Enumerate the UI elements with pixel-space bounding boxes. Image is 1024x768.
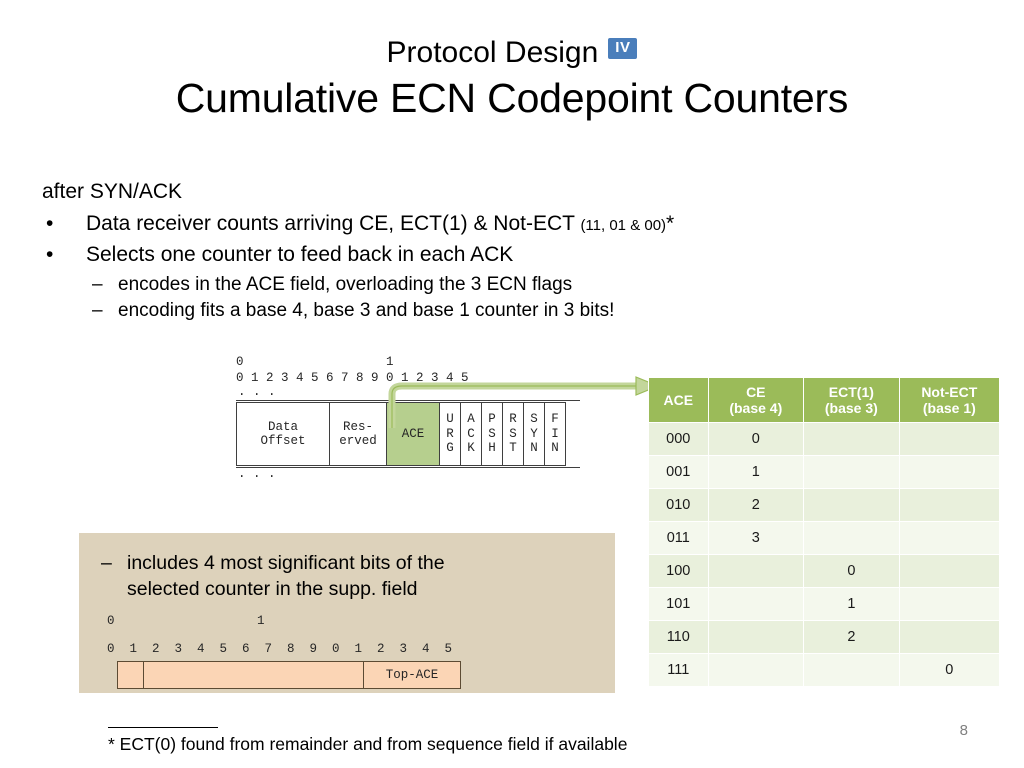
table-row: [649, 588, 1000, 621]
flag-letter: C: [467, 426, 475, 441]
cell-ect1: [804, 522, 900, 555]
flag-letter: F: [551, 412, 559, 427]
bit-scale-row-2: 0 1 2 3 4 5 6 7 8 9 0 1 2 3 4 5: [236, 370, 469, 385]
cell-ace-code: 010: [649, 489, 709, 522]
bullet-text: [86, 212, 922, 236]
flag-rst: [503, 403, 524, 466]
cell-ace-code: 101: [649, 588, 709, 621]
flag-letter: N: [530, 441, 538, 456]
cell-ce: 2: [708, 489, 804, 522]
sub-list-item: [42, 300, 922, 322]
cell-ce: 0: [708, 423, 804, 456]
flag-letter: A: [467, 412, 475, 427]
cell-notect: 0: [899, 654, 999, 687]
page-title: Cumulative ECN Codepoint Counters: [175, 75, 849, 121]
table-row: [649, 555, 1000, 588]
header-line2: (base 1): [922, 400, 976, 417]
cell-ect1: 1: [804, 588, 900, 621]
cell-ce: [708, 621, 804, 654]
flag-letter: S: [509, 426, 517, 441]
flag-fin: [545, 403, 566, 466]
flag-letter: S: [488, 426, 496, 441]
flag-letter: R: [446, 426, 454, 441]
cell-ect1: [804, 654, 900, 687]
sub-bullet-text: encodes in the ACE field, overloading the 3 ECN flags: [118, 274, 573, 295]
supp-field-segment-middle: [144, 662, 363, 688]
header-line1: ACE: [663, 392, 694, 409]
bullet-suffix: *: [666, 212, 675, 235]
diagram-rule-top: [236, 400, 580, 401]
slide-header: [0, 0, 1024, 122]
table-row: [649, 456, 1000, 489]
bullet-marker: •: [46, 212, 54, 235]
header-line2: (base 4): [729, 400, 783, 417]
cell-ect1: [804, 489, 900, 522]
flag-psh: [482, 403, 503, 466]
list-item: [42, 212, 922, 236]
table-header-row: [649, 378, 1000, 423]
field-data-offset: [237, 403, 330, 466]
flag-letter: S: [530, 412, 538, 427]
cell-ce: [708, 555, 804, 588]
header-line1: Not-ECT: [921, 384, 978, 400]
column-header-ace: [649, 378, 709, 423]
page-number: 8: [959, 722, 968, 739]
flag-syn: [524, 403, 545, 466]
tcp-field-row: [236, 402, 566, 466]
cell-ace-code: 011: [649, 522, 709, 555]
cell-ect1: [804, 423, 900, 456]
cell-notect: [899, 489, 999, 522]
dash-marker: –: [101, 552, 112, 574]
ace-encoding-table: [648, 377, 1000, 687]
bullet-main: Data receiver counts arriving CE, ECT(1) & Not-ECT: [86, 212, 581, 235]
supp-note: [79, 533, 615, 602]
cell-ect1: 0: [804, 555, 900, 588]
footnote-divider: [108, 727, 218, 728]
field-label-line1: Data: [267, 419, 298, 434]
field-label-line2: Offset: [260, 434, 306, 448]
cell-ace-code: 001: [649, 456, 709, 489]
flag-letter: H: [488, 441, 496, 456]
cell-ect1: 2: [804, 621, 900, 654]
flag-letter: Y: [530, 426, 538, 441]
field-reserved: [330, 403, 387, 466]
flag-letter: G: [446, 441, 454, 456]
flag-letter: I: [551, 426, 559, 441]
cell-notect: [899, 522, 999, 555]
cell-ce: [708, 588, 804, 621]
supp-field-segment-left: [118, 662, 144, 688]
flag-urg: [440, 403, 461, 466]
header-line2: (base 3): [824, 400, 878, 417]
cell-ace-code: 111: [649, 654, 709, 687]
supp-field-top-ace: Top-ACE: [363, 662, 460, 688]
cell-ce: 1: [708, 456, 804, 489]
dash-marker: –: [92, 300, 103, 321]
cell-ce: 3: [708, 522, 804, 555]
cell-ace-code: 110: [649, 621, 709, 654]
table-row: [649, 522, 1000, 555]
supp-note-text: [127, 551, 445, 602]
cell-notect: [899, 621, 999, 654]
table-row: [649, 423, 1000, 456]
section-badge: IV: [608, 38, 637, 60]
list-item: [42, 243, 922, 267]
cell-notect: [899, 588, 999, 621]
bit-scale-row-1: 0 1: [236, 355, 394, 369]
bullet-text: Selects one counter to feed back in each ACK: [86, 243, 514, 266]
sub-list-item: [42, 274, 922, 296]
supp-field-diagram: [117, 661, 461, 689]
field-label-line1: Res-: [342, 419, 373, 434]
flag-letter: P: [488, 412, 496, 427]
slide-subtitle-row: [0, 36, 1024, 69]
intro-line: after SYN/ACK: [42, 180, 183, 203]
table-row: [649, 489, 1000, 522]
cell-notect: [899, 555, 999, 588]
column-header-ect1: [804, 378, 900, 423]
table-row: [237, 403, 566, 466]
flag-letter: N: [551, 441, 559, 456]
dash-marker: –: [92, 274, 103, 295]
flag-letter: K: [467, 441, 475, 456]
flag-ack: [461, 403, 482, 466]
slide-subtitle: Protocol Design: [386, 36, 599, 69]
cell-notect: [899, 423, 999, 456]
diagram-dots-top: . . .: [238, 385, 276, 400]
field-label-line2: erved: [339, 434, 377, 448]
cell-notect: [899, 456, 999, 489]
tcp-header-diagram: [236, 355, 580, 482]
supplementary-field-box: [79, 533, 615, 693]
flag-letter: U: [446, 412, 454, 427]
supp-note-line1: includes 4 most significant bits of the: [127, 552, 445, 574]
flag-letter: T: [509, 441, 517, 456]
field-label-ace: ACE: [401, 426, 425, 441]
supp-note-line2: selected counter in the supp. field: [127, 577, 418, 600]
sub-bullet-text: encoding fits a base 4, base 3 and base 1 counter in 3 bits!: [118, 300, 615, 321]
body-text: [42, 180, 922, 326]
cell-ect1: [804, 456, 900, 489]
supp-bit-scale-row-1: 0 1: [107, 614, 265, 629]
bullet-marker: •: [46, 243, 54, 266]
column-header-ce: [708, 378, 804, 423]
header-line1: CE: [746, 384, 766, 400]
table-row: [649, 621, 1000, 654]
table-row: [649, 654, 1000, 687]
header-line1: ECT(1): [828, 384, 874, 400]
column-header-notect: [899, 378, 999, 423]
cell-ce: [708, 654, 804, 687]
field-ace: [387, 403, 440, 466]
diagram-dots-bottom: . . .: [238, 467, 276, 481]
flag-letter: R: [509, 412, 517, 427]
cell-ace-code: 100: [649, 555, 709, 588]
supp-bit-scale-row-2: 0 1 2 3 4 5 6 7 8 9 0 1 2 3 4 5: [107, 642, 453, 657]
bullet-paren: (11, 01 & 00): [580, 217, 667, 234]
footnote-text: * ECT(0) found from remainder and from sequence field if available: [108, 734, 628, 754]
cell-ace-code: 000: [649, 423, 709, 456]
